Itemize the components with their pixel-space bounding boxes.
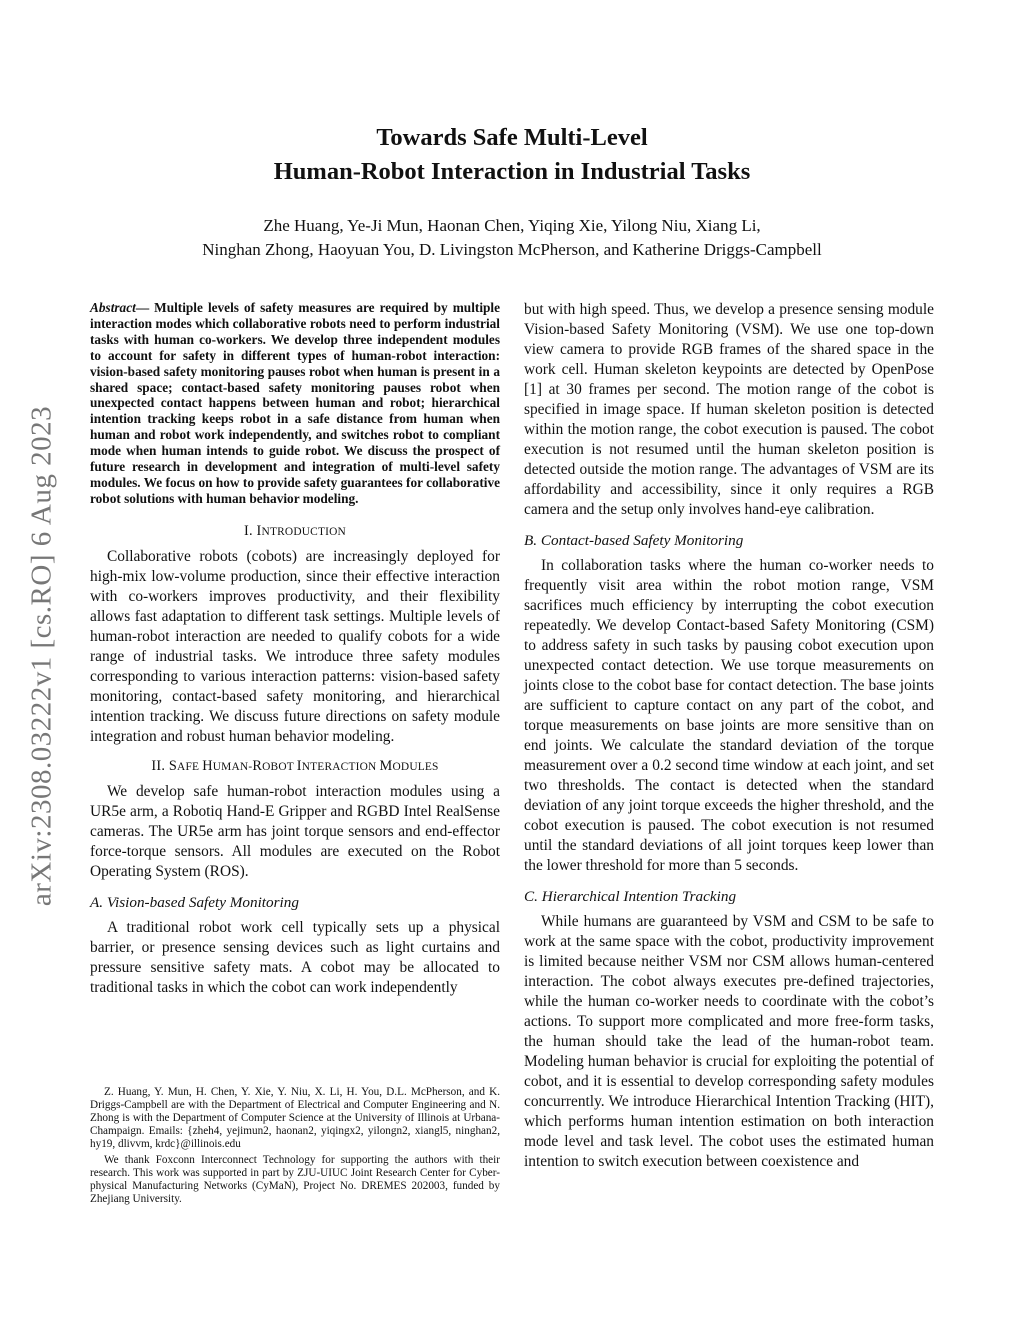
hit-paragraph: While humans are guaranteed by VSM and CSM to be safe to work at the same space with the cobot, productivity improvement is limited because neither VSM nor CSM allows human-centered interaction. The cobot always executes pre-defined trajectories, while the human co-worker needs to coordinate with the cobot’s actions. To support more complicated and more free-form tasks, the human should take the lead of the human-robot team. Modeling human behavior is crucial for exploiting the potential of cobot, and it is essential to develop corresponding safety modules concurrently. We introduce Hierarchical Intention Tracking (HIT), which performs human intention estimation on both interaction mode level and task level. The cobot uses the estimated human intention to switch execution between coexistence and <box>524 913 934 1170</box>
subsection-heading-csm: B. Contact-based Safety Monitoring <box>524 532 744 549</box>
modules-paragraph: We develop safe human-robot interaction modules using a UR5e arm, a Robotiq Hand-E Gripper and RGBD Intel RealSense cameras. The UR5e arm has joint torque sensors and end-effector force-torque sensors. All modules are executed on the Robot Operating System (ROS). <box>90 782 500 880</box>
abstract <box>90 300 500 507</box>
abstract-label: Abstract <box>90 300 136 315</box>
footnote-funding: We thank Foxconn Interconnect Technology for supporting the authors with their research. This work was supported in part by ZJU-UIUC Joint Research Center for Cyber-physical Manufacturing Networks (CyMaN), Project No. DREMES 202003, funded by Zhejiang University. <box>90 1154 500 1205</box>
left-column <box>90 300 500 998</box>
author-list <box>90 214 934 262</box>
title-line-2: Human-Robot Interaction in Industrial Tasks <box>273 158 751 185</box>
subsection-heading-hit: C. Hierarchical Intention Tracking <box>524 888 737 905</box>
arxiv-identifier <box>22 356 62 956</box>
title-line-1: Towards Safe Multi-Level <box>376 124 648 151</box>
csm-paragraph: In collaboration tasks where the human co-worker needs to frequently visit area within the robot motion range, VSM sacrifices much efficiency by interrupting the cobot execution repeatedly. We develop Contact-based Safety Monitoring (CSM) to address safety in such tasks by pausing cobot execution upon unexpected contact detection. We use torque measurements on joints close to the cobot base for contact detection. The base joints are sufficient to capture contact on any part of the cobot, and torque measurements on base joints are more sensitive than on end joints. We calculate the standard deviation of the torque measurement over a 0.2 second time window at each joint, and set two thresholds. The contact is detected when the standard deviation of any joint torque exceeds the higher threshold, and the cobot execution is paused. The cobot execution is not resumed until the standard deviations of all joint torques keep lower than the lower threshold for more than 5 seconds. <box>524 557 934 874</box>
subsection-heading-vsm: A. Vision-based Safety Monitoring <box>90 893 299 911</box>
paper-title <box>90 121 934 189</box>
authors-line-1: Zhe Huang, Ye-Ji Mun, Haonan Chen, Yiqing Xie, Yilong Niu, Xiang Li, <box>263 216 761 235</box>
introduction-paragraph: Collaborative robots (cobots) are increasingly deployed for high-mix low-volume production, since their effective interaction with co-workers improves productivity, and their flexibility allows fast adaptation to different task settings. Multiple levels of human-robot interaction are needed to qualify cobots for a wide range of industrial tasks. We introduce three safety modules corresponding to various interaction patterns: vision-based safety monitoring, contact-based safety monitoring, and hierarchical intention tracking. We discuss future directions on safety module integration and robust human behavior modeling. <box>90 547 500 745</box>
footnotes <box>90 1086 500 1209</box>
abstract-text: — Multiple levels of safety measures are required by multiple interaction modes which collaborative robots need to perform industrial tasks with human co-workers. We develop three independent modules to account for safety in different types of human-robot interaction: vision-based safety monitoring pauses robot when human is present in a shared space; contact-based safety monitoring pauses robot when unexpected contact happens between human and robot; hierarchical intention tracking keeps robot in a safe distance from human when human and robot work independently, and switches robot to compliant mode when human intends to guide robot. We discuss the prospect of future research in development and integration of multi-level safety modules. We focus on how to provide safety guarantees for collaborative robot solutions with human behavior modeling. <box>90 300 500 506</box>
section-heading-introduction: I. INTRODUCTION <box>244 522 346 539</box>
vsm-paragraph-start: A traditional robot work cell typically sets up a physical barrier, or presence sensing devices such as light curtains and pressure sensitive safety mats. A cobot may be allocated to traditional tasks in which the cobot can work independently <box>90 918 500 996</box>
vsm-paragraph-continued: but with high speed. Thus, we develop a presence sensing module Vision-based Safety Monitoring (VSM). We use one top-down view camera to provide RGB frames of the shared space in the work cell. Human skeleton keypoints are detected by OpenPose [1] at 30 frames per second. The motion range of the cobot is specified in image space. If human skeleton position is detected within the motion range, the cobot execution is paused. The cobot execution is not resumed until the human skeleton position is detected outside the motion range. The advantages of VSM are its affordability and accessibility, since it only requires a RGB camera and the setup only involves hand-eye calibration. <box>524 301 934 518</box>
right-column <box>524 300 934 1172</box>
arxiv-identifier-text: arXiv:2308.03222v1 [cs.RO] 6 Aug 2023 <box>25 405 58 907</box>
footnote-affiliation: Z. Huang, Y. Mun, H. Chen, Y. Xie, Y. Niu, X. Li, H. You, D.L. McPherson, and K. Driggs-Campbell are with the Department of Electrical and Computer Engineering and N. Zhong is with the Department of Computer Science at the University of Illinois at Urbana-Champaign. Emails: {zheh4, yejimun2, haonan2, yiqingx2, yilongn2, xiangl5, ninghan2, hy19, dlivvm, krdc}@illinois.edu <box>90 1086 500 1150</box>
section-heading-modules: II. SAFE HUMAN-ROBOT INTERACTION MODULES <box>151 757 439 774</box>
authors-line-2: Ninghan Zhong, Haoyuan You, D. Livingston McPherson, and Katherine Driggs-Campbell <box>202 240 822 259</box>
